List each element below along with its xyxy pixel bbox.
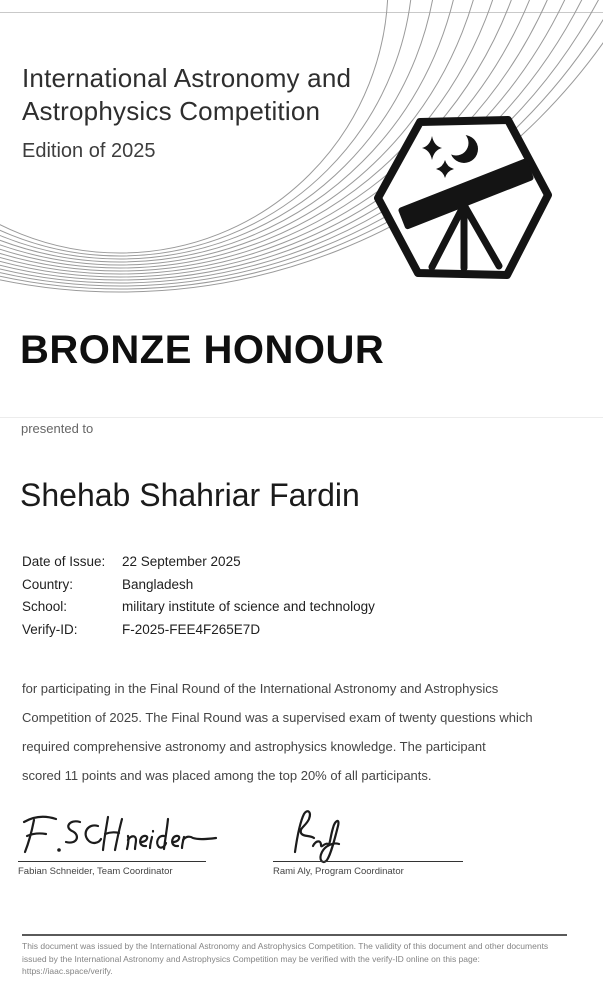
presented-divider <box>0 417 603 418</box>
detail-label: Verify-ID: <box>22 621 78 637</box>
competition-title <box>22 62 351 128</box>
detail-label: School: <box>22 599 68 614</box>
signatures-row <box>0 806 603 896</box>
competition-title-line1: International Astronomy and <box>22 63 352 93</box>
table-row <box>22 551 375 574</box>
table-row <box>22 596 375 619</box>
handwritten-signature-icon <box>18 810 218 858</box>
table-row <box>22 574 375 597</box>
details-table <box>22 551 375 641</box>
signatory-name: Rami Aly, Program Coordinator <box>273 866 404 877</box>
detail-label: Country: <box>22 576 74 592</box>
edition-label: Edition of 2025 <box>22 140 156 162</box>
table-row <box>22 619 375 642</box>
recipient-name: Shehab Shahriar Fardin <box>20 477 360 513</box>
award-title: BRONZE HONOUR <box>20 328 385 372</box>
detail-value: F-2025-FEE4F265E7D <box>122 621 261 637</box>
signature-line <box>273 861 463 862</box>
competition-title-line2: Astrophysics Competition <box>22 96 321 126</box>
signature-line <box>18 861 206 862</box>
description-line: scored 11 points and was placed among the top 20% of all participants. <box>22 768 432 783</box>
handwritten-signature-icon <box>285 806 349 864</box>
detail-value: 22 September 2025 <box>122 554 241 569</box>
detail-value: Bangladesh <box>122 576 194 592</box>
hexagon-telescope-moon-stars-icon <box>378 120 548 275</box>
description-line: Competition of 2025. The Final Round was a supervised exam of twenty questions which <box>22 710 533 725</box>
presented-to-label: presented to <box>21 421 94 436</box>
description-line: for participating in the Final Round of the International Astronomy and Astrophysics <box>22 681 499 696</box>
footer-disclaimer: This document was issued by the International Astronomy and Astrophysics Competition. The validity of this document and other documents issued by the International Astronomy and Astrophysics Competition may be verified with the verify-ID online on this page: https://iaac.space/verify. <box>22 941 549 976</box>
detail-value: military institute of science and technology <box>122 599 375 614</box>
description-paragraph <box>22 674 533 790</box>
description-line: required comprehensive astronomy and astrophysics knowledge. The participant <box>22 739 486 754</box>
signatory-name: Fabian Schneider, Team Coordinator <box>18 866 173 877</box>
detail-label: Date of Issue: <box>22 554 106 569</box>
footer-rule <box>22 934 567 936</box>
